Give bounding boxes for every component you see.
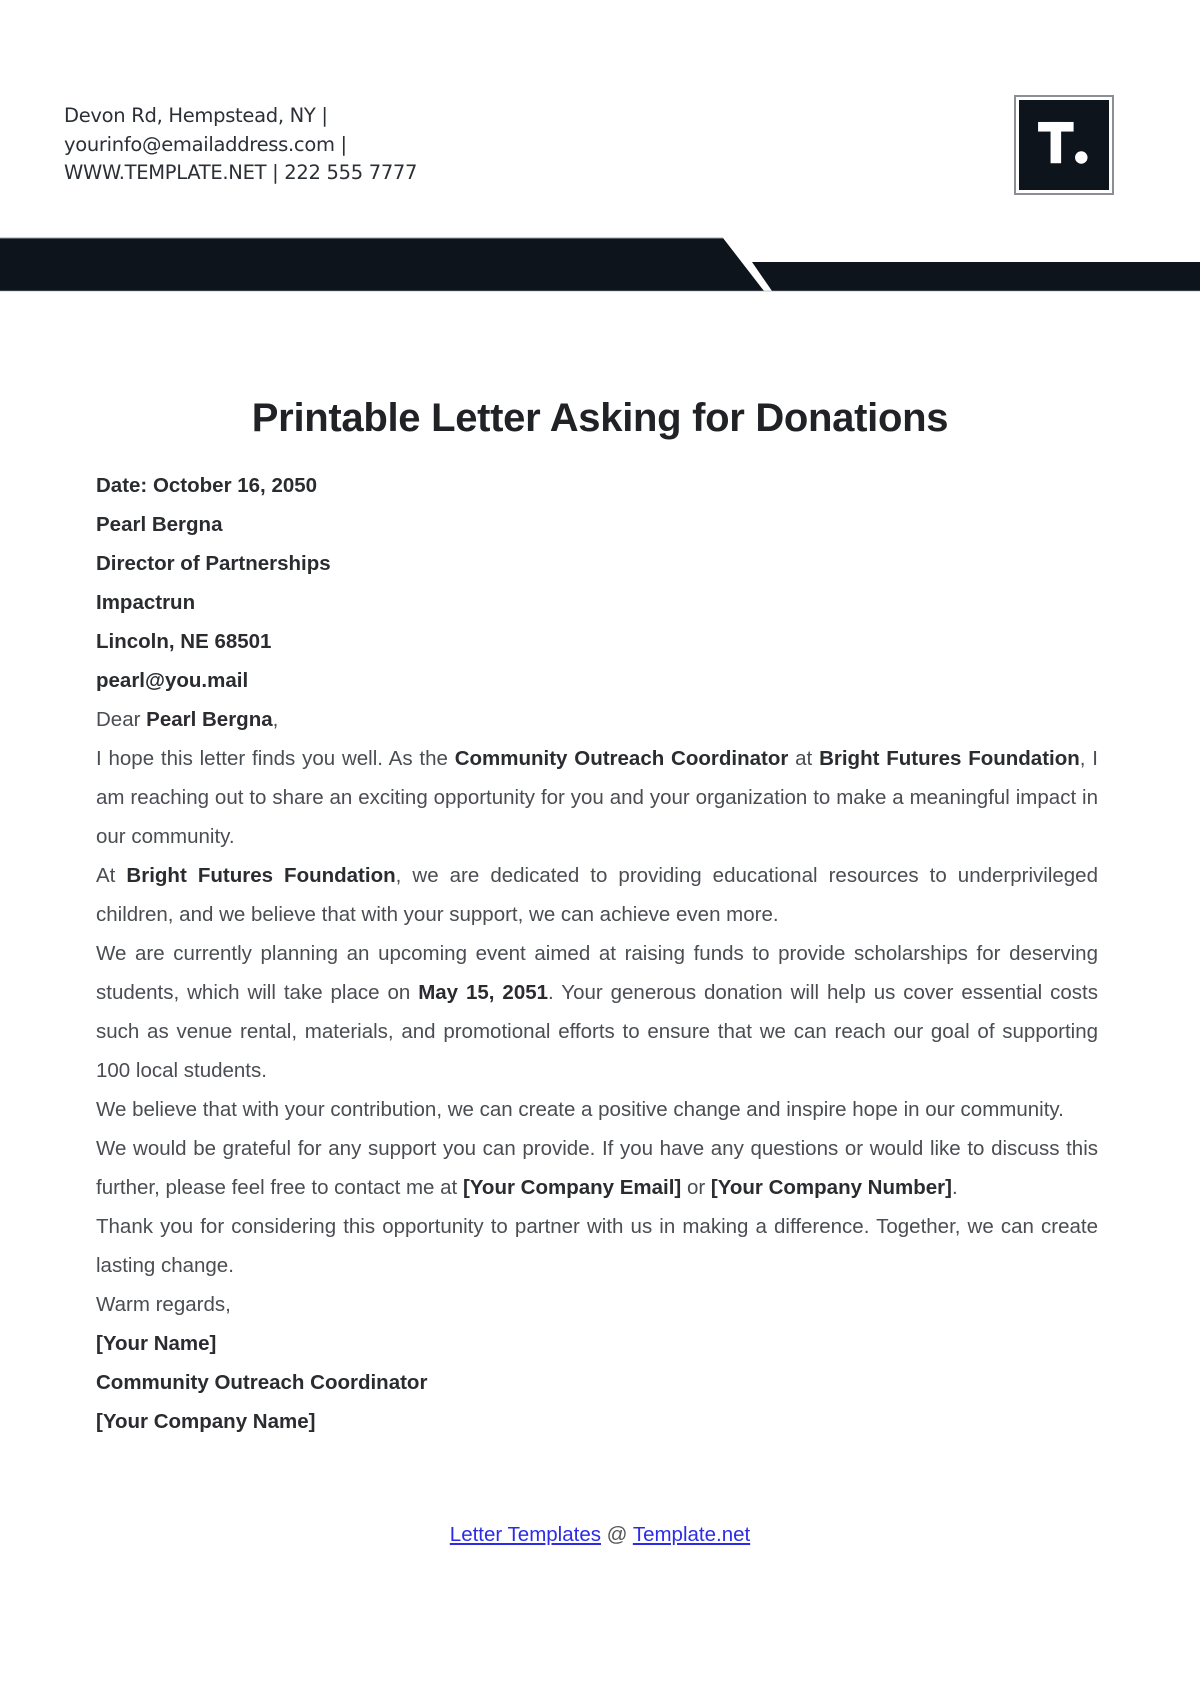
closing-regards: Warm regards, bbox=[96, 1293, 231, 1316]
t-letter-icon bbox=[1016, 97, 1112, 193]
recipient-company: Impactrun bbox=[96, 591, 196, 614]
paragraph-contact: We would be grateful for any support you can provide. If you have any questions or would like to discuss this further, please feel free to contact me at [Your Company Email] or [Your Company Number]. bbox=[96, 1137, 1098, 1199]
sender-email: yourinfo@emailaddress.com | bbox=[64, 132, 347, 156]
sender-contact-block bbox=[64, 102, 417, 188]
paragraph-thanks: Thank you for considering this opportunity to partner with us in making a difference. Together, we can create lasting change. bbox=[96, 1215, 1098, 1277]
signer-name: [Your Name] bbox=[96, 1332, 217, 1355]
salutation: Dear Pearl Bergna, bbox=[96, 708, 279, 731]
template-net-link[interactable]: Template.net bbox=[632, 1523, 751, 1546]
recipient-city: Lincoln, NE 68501 bbox=[96, 630, 272, 653]
signer-title: Community Outreach Coordinator bbox=[96, 1371, 428, 1394]
paragraph-contribution: We believe that with your contribution, we can create a positive change and inspire hope in our community. bbox=[96, 1098, 1064, 1121]
letter-body bbox=[96, 466, 1098, 1441]
header-band-decoration bbox=[0, 236, 1200, 292]
signer-company: [Your Company Name] bbox=[96, 1410, 316, 1433]
footer-attribution: Letter Templates @ Template.net bbox=[449, 1523, 751, 1546]
paragraph-mission: At Bright Futures Foundation, we are dedicated to providing educational resources to underprivileged children, and we believe that with your support, we can achieve even more. bbox=[96, 864, 1098, 926]
recipient-position: Director of Partnerships bbox=[96, 552, 331, 575]
recipient-email: pearl@you.mail bbox=[96, 669, 249, 692]
letter-date: Date: October 16, 2050 bbox=[96, 474, 318, 497]
letter-templates-link[interactable]: Letter Templates bbox=[449, 1523, 601, 1546]
paragraph-event: We are currently planning an upcoming event aimed at raising funds to provide scholarships for deserving students, which will take place on May 15, 2051. Your generous donation will help us cover essential costs such as venue rental, materials, and promotional efforts to ensure that we can reach our goal of supporting 100 local students. bbox=[96, 942, 1098, 1082]
recipient-name: Pearl Bergna bbox=[96, 513, 223, 536]
template-logo-icon bbox=[1014, 95, 1114, 195]
paragraph-intro: I hope this letter finds you well. As the Community Outreach Coordinator at Bright Futures Foundation, I am reaching out to share an exciting opportunity for you and your organization to make a meaningful impact in our community. bbox=[96, 747, 1098, 848]
sender-website-phone: WWW.TEMPLATE.NET | 222 555 7777 bbox=[64, 161, 418, 184]
page-title: Printable Letter Asking for Donations bbox=[251, 396, 949, 440]
sender-address: Devon Rd, Hempstead, NY | bbox=[64, 104, 328, 127]
salutation-name: Pearl Bergna bbox=[146, 708, 273, 731]
